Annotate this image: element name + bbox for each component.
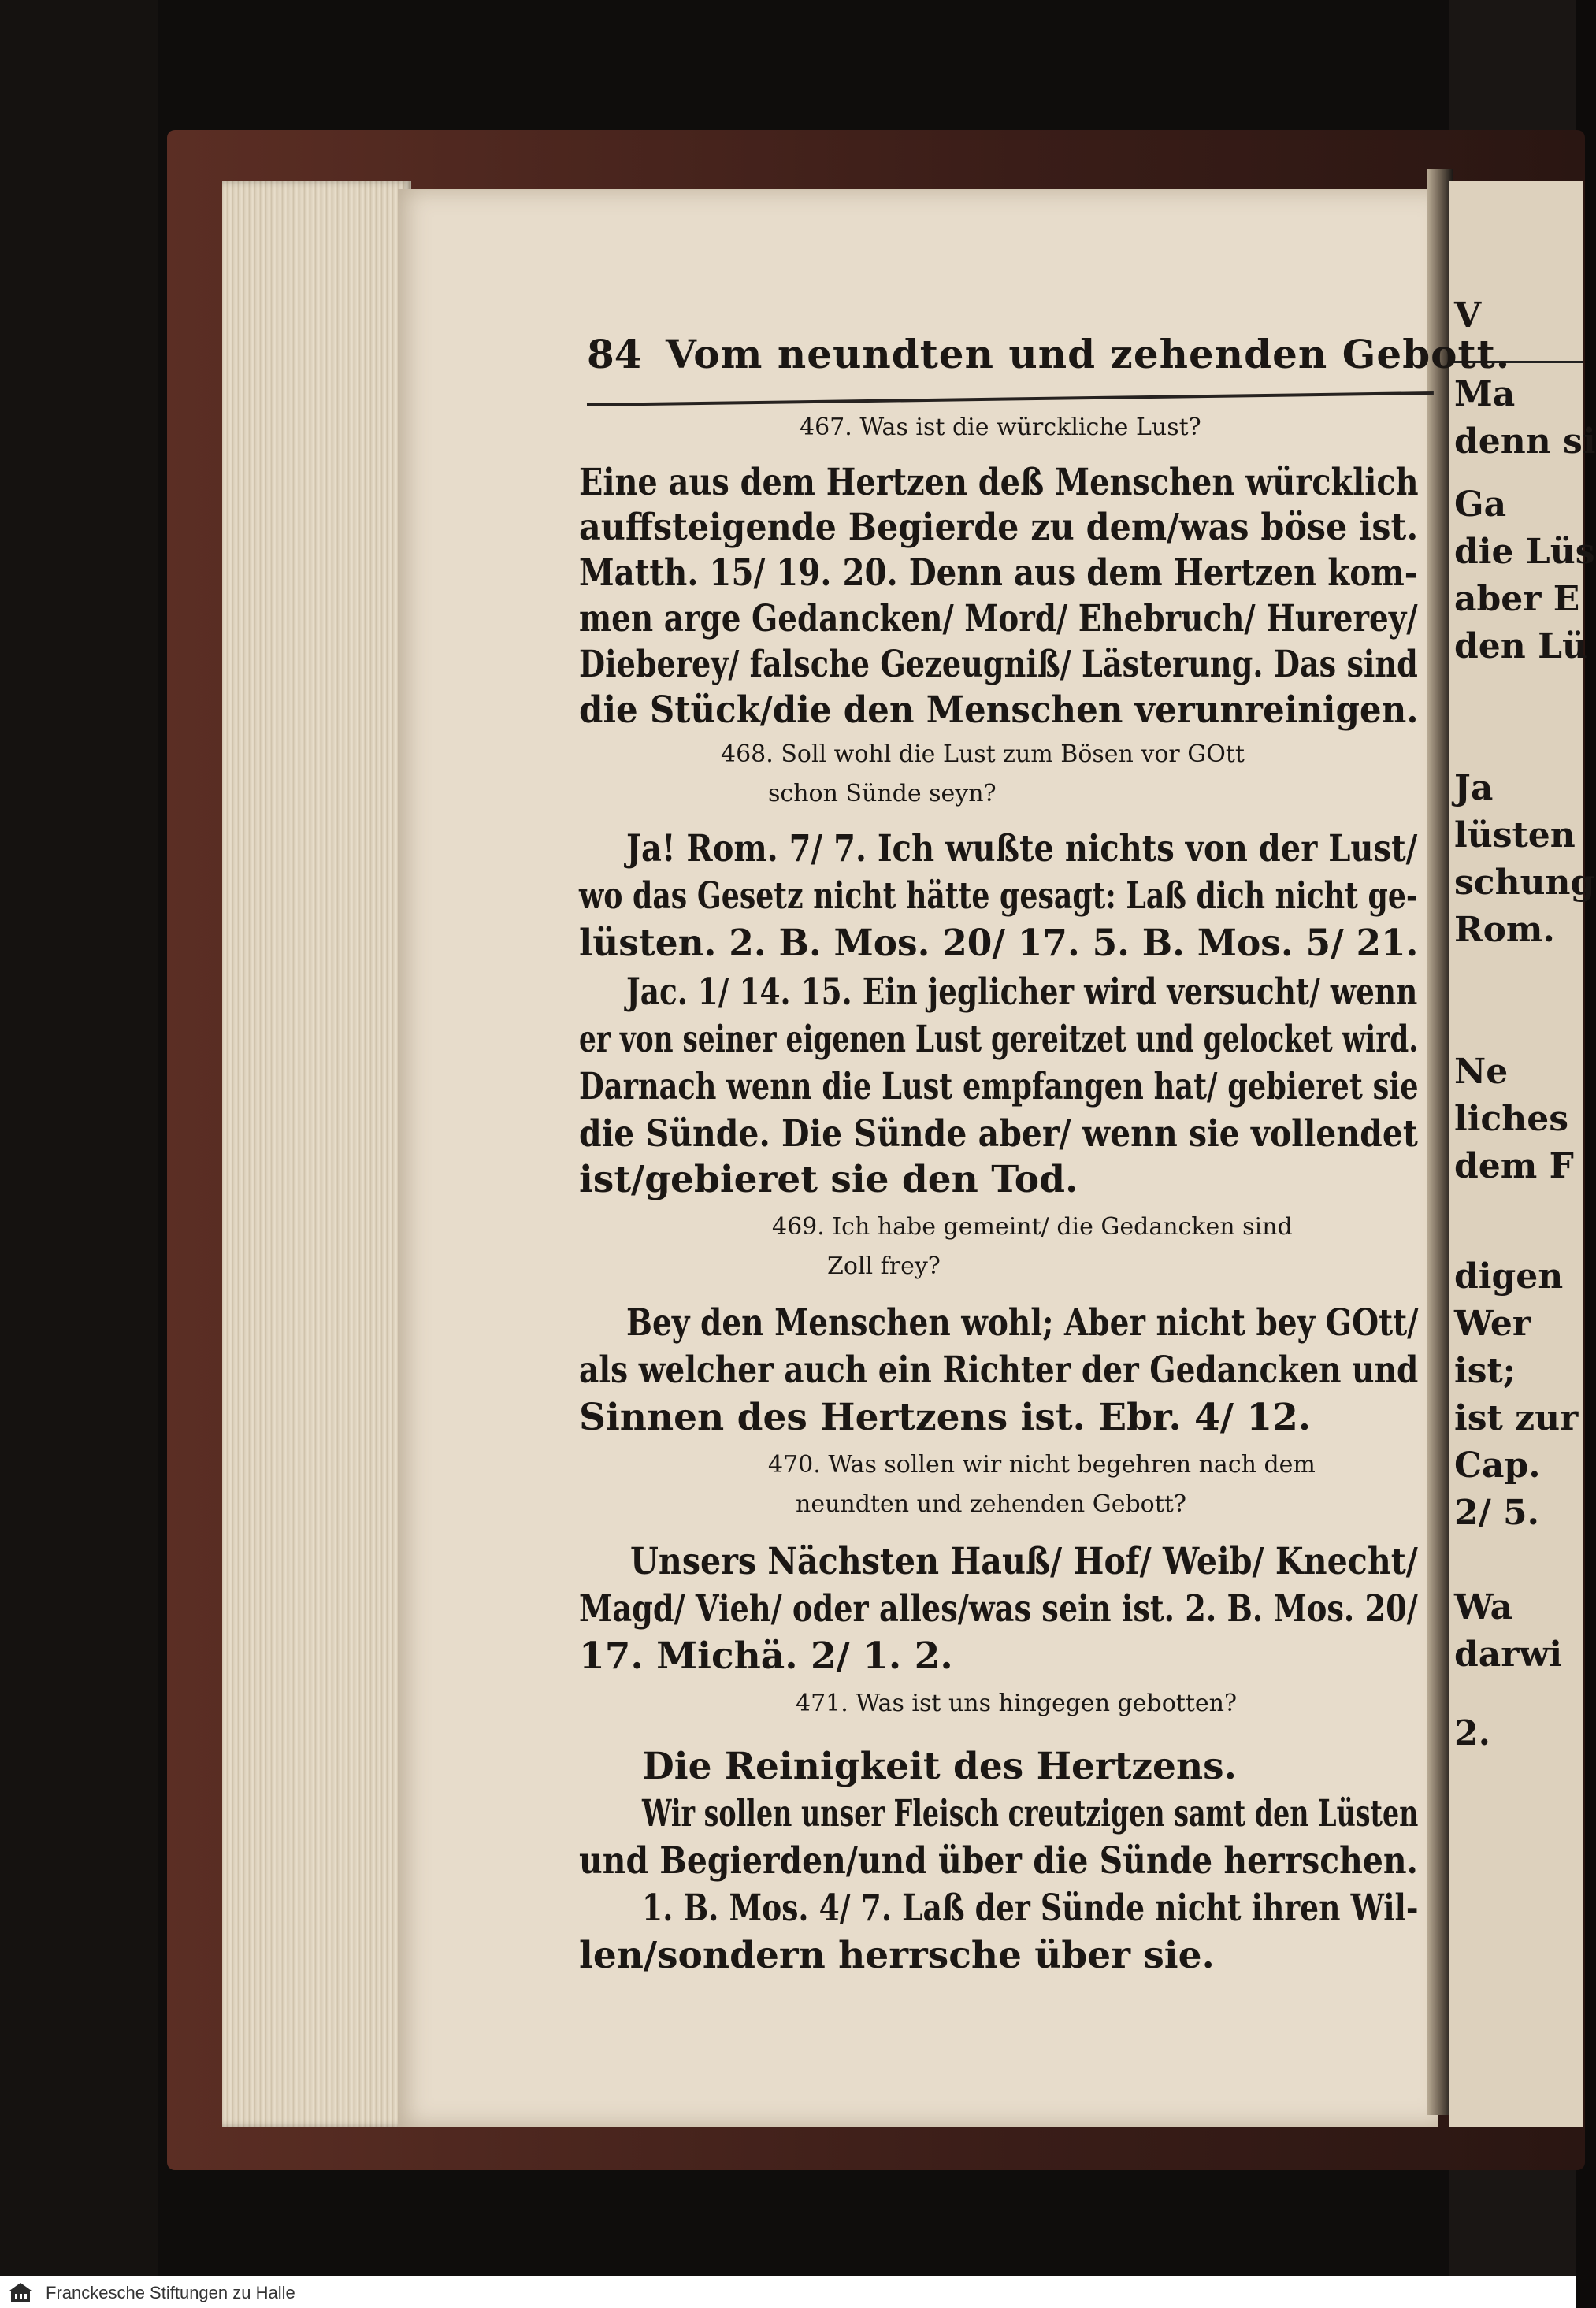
right-page-text-fragment: liches — [1454, 1099, 1568, 1139]
answer-line: wo das Gesetz nicht hätte gesagt: Laß dich nicht ge- — [579, 874, 1418, 918]
right-page-text-fragment: digen — [1454, 1256, 1564, 1297]
question-line: schon Sünde seyn? — [768, 780, 997, 807]
page-edges — [222, 181, 411, 2127]
answer-line: er von seiner eigenen Lust gereitzet und gelocket wird. — [579, 1018, 1419, 1061]
answer-line: Dieberey/ falsche Gezeugniß/ Lästerung. Das sind — [579, 643, 1418, 686]
answer-line: Unsers Nächsten Hauß/ Hof/ Weib/ Knecht/ — [630, 1540, 1418, 1583]
question-line: neundten und zehenden Gebott? — [796, 1490, 1186, 1518]
answer-line: men arge Gedancken/ Mord/ Ehebruch/ Hurerey/ — [579, 597, 1418, 640]
answer-line: 1. B. Mos. 4/ 7. Laß der Sünde nicht ihren Wil- — [642, 1887, 1419, 1930]
right-page-text-fragment: Ne — [1454, 1052, 1509, 1092]
page-header — [587, 331, 1511, 386]
answer-line: lüsten. 2. B. Mos. 20/ 17. 5. B. Mos. 5/ 21. — [579, 922, 1419, 965]
right-page-text-fragment: ist zur — [1454, 1398, 1579, 1438]
answer-line: die Sünde. Die Sünde aber/ wenn sie vollendet — [579, 1112, 1418, 1156]
answer-line: und Begierden/und über die Sünde herrschen. — [579, 1839, 1418, 1883]
right-page-text-fragment: Ga — [1454, 484, 1507, 525]
page-number: 84 — [587, 331, 642, 377]
answer-line: Eine aus dem Hertzen deß Menschen würcklich — [579, 461, 1419, 504]
answer-line: Sinnen des Hertzens ist. Ebr. 4/ 12. — [579, 1396, 1312, 1439]
right-page-text-fragment: aber E — [1454, 579, 1580, 619]
answer-line: Wir sollen unser Fleisch creutzigen samt den Lüsten — [642, 1792, 1419, 1835]
institution-logo-icon — [8, 2280, 33, 2305]
right-page-text-fragment: ist; — [1454, 1351, 1516, 1391]
answer-line: als welcher auch ein Richter der Gedancken und — [579, 1349, 1419, 1392]
footer-bar — [0, 2276, 1576, 2308]
institution-name: Franckesche Stiftungen zu Halle — [46, 2283, 295, 2302]
right-page-text-fragment: Ja — [1454, 768, 1494, 808]
right-page-text-fragment: schung — [1454, 863, 1595, 903]
right-page-text-fragment: Ma — [1454, 374, 1516, 414]
question-line: 471. Was ist uns hingegen gebotten? — [796, 1690, 1238, 1717]
right-page-text-fragment: Cap. — [1454, 1445, 1541, 1486]
right-page-text-fragment: Rom. — [1454, 910, 1555, 950]
answer-line: Die Reinigkeit des Hertzens. — [642, 1745, 1237, 1788]
right-page-text-fragment: V — [1454, 295, 1482, 336]
answer-line: Ja! Rom. 7/ 7. Ich wußte nichts von der Lust/ — [626, 827, 1418, 870]
right-page-text-fragment: lüsten — [1454, 815, 1576, 855]
right-page-text-fragment: darwi — [1454, 1635, 1563, 1675]
answer-line: 17. Michä. 2/ 1. 2. — [579, 1635, 953, 1678]
answer-line: auffsteigende Begierde zu dem/was böse ist. — [579, 506, 1419, 549]
question-line: 469. Ich habe gemeint/ die Gedancken sind — [772, 1213, 1293, 1241]
right-page-text-fragment: Wa — [1454, 1587, 1513, 1627]
answer-line: Jac. 1/ 14. 15. Ein jeglicher wird versucht/ wenn — [626, 970, 1418, 1014]
answer-line: ist/gebieret sie den Tod. — [579, 1158, 1078, 1201]
question-line: 470. Was sollen wir nicht begehren nach dem — [768, 1451, 1316, 1479]
answer-line: Matth. 15/ 19. 20. Denn aus dem Hertzen kom- — [579, 551, 1418, 595]
answer-line: Darnach wenn die Lust empfangen hat/ gebieret sie — [579, 1065, 1419, 1108]
right-page-text-fragment: Wer — [1454, 1304, 1531, 1344]
right-page-fragment — [1449, 181, 1596, 2127]
question-line: Zoll frey? — [827, 1252, 941, 1280]
question-line: 468. Soll wohl die Lust zum Bösen vor GOtt — [721, 740, 1245, 768]
running-head: Vom neundten und zehenden Gebott. — [666, 331, 1511, 377]
right-page-text-fragment: dem F — [1454, 1146, 1574, 1186]
right-page-text-fragment: denn si — [1454, 421, 1596, 462]
background — [0, 0, 158, 2276]
answer-line: die Stück/die den Menschen verunreinigen. — [579, 688, 1419, 732]
right-page-text-fragment: den Lü — [1454, 626, 1587, 666]
answer-line: Magd/ Vieh/ oder alles/was sein ist. 2. B. Mos. 20/ — [579, 1587, 1418, 1631]
right-page-text-fragment: 2/ 5. — [1454, 1493, 1539, 1533]
right-page-text-fragment: die Lüs — [1454, 532, 1595, 572]
answer-line: len/sondern herrsche über sie. — [579, 1934, 1215, 1977]
right-page-text-fragment: 2. — [1454, 1713, 1490, 1753]
answer-line: Bey den Menschen wohl; Aber nicht bey GOtt/ — [626, 1301, 1419, 1345]
question-line: 467. Was ist die würckliche Lust? — [800, 414, 1201, 441]
